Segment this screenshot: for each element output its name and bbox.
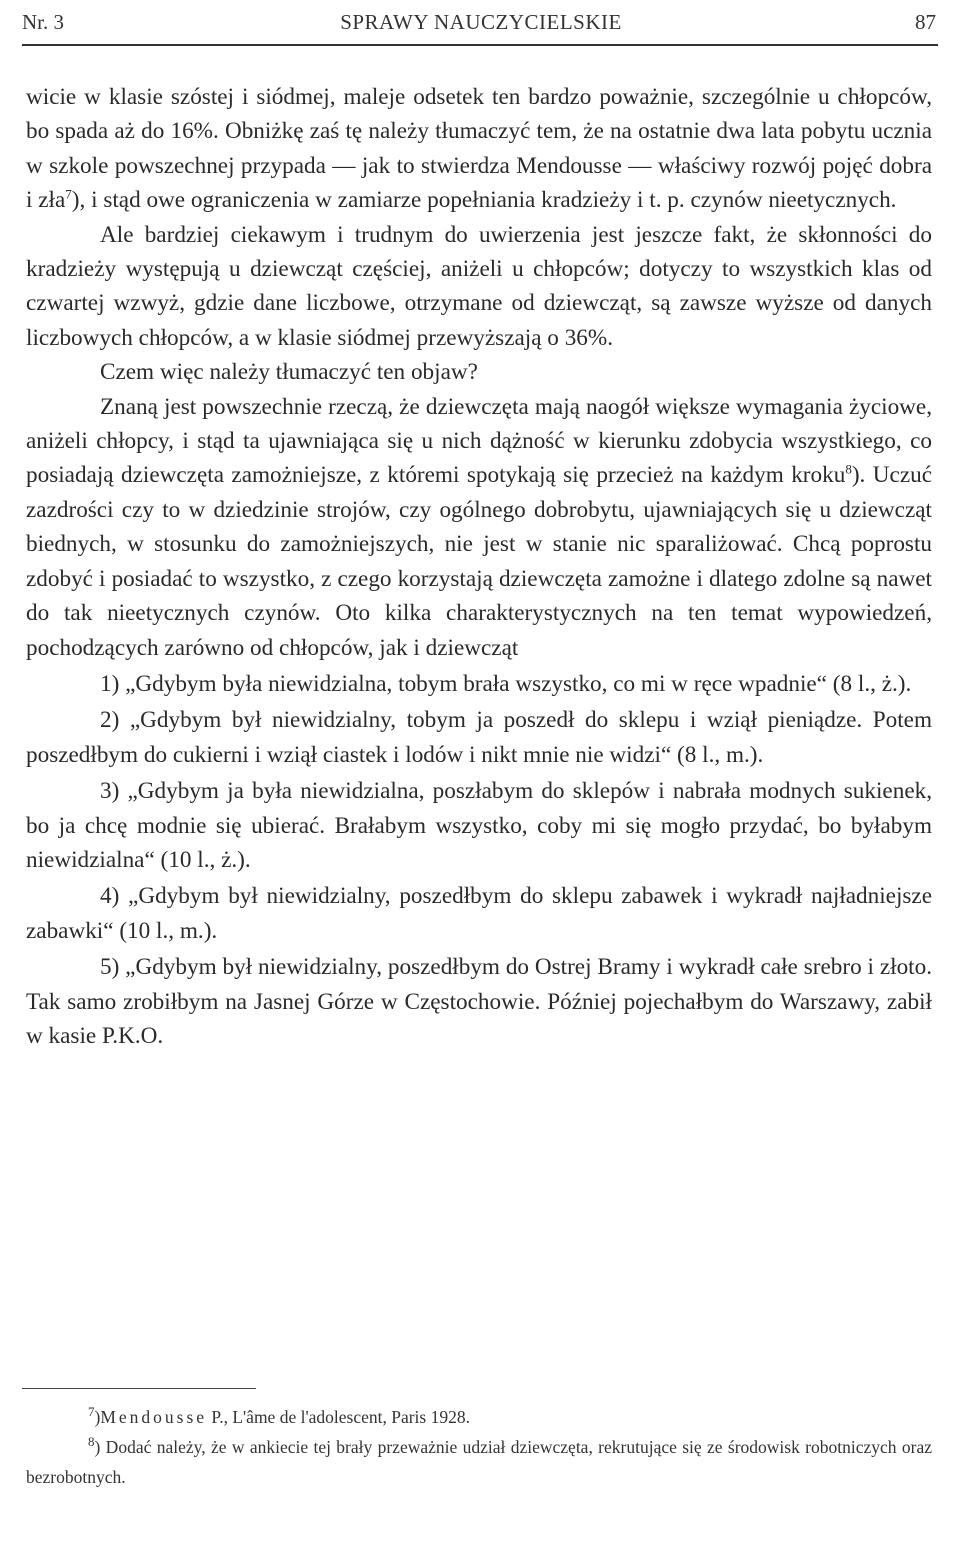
issue-number: Nr. 3 [22,10,64,34]
running-header [22,10,940,42]
footnote-ref-7: 7 [65,186,72,202]
quote-item: 3) „Gdybym ja była niewidzialna, poszłabym do sklepów i nabrała modnych sukienek, bo ja chcę modnie się ubierać. Brałabym wszystko, coby mi się mogło przydać, bo byłabym niewidzialna“ (10 l., ż.). [26,778,932,873]
footnote-author: Mendousse [100,1407,208,1427]
paragraph-text: wicie w klasie szóstej i siódmej, maleje odsetek ten bardzo poważnie, szczególnie u chłopców, bo spada aż do 16%. Obniżkę zaś tę należy tłumaczyć tem, że na ostatnie dwa lata pobytu ucznia w szkole powszechnej przypada — jak to stwierdza Mendousse — właściwy rozwój pojęć dobra i zła [26,84,932,214]
quote-item: 2) „Gdybym był niewidzialny, tobym ja poszedł do sklepu i wziął pieniądze. Potem poszedłbym do cukierni i wziął ciastek i lodów i nikt mnie nie widzi“ (8 l., m.). [26,707,932,768]
quote-item: 4) „Gdybym był niewidzialny, poszedłbym do sklepu zabawek i wykradł najładniejsze zabawki“ (10 l., m.). [26,883,932,944]
footnote-text: P., L'âme de l'adolescent, Paris 1928. [207,1407,470,1427]
footnote-text: Dodać należy, że w ankiecie tej brały przeważnie udział dziewczęta, rekrutujące się ze środowisk robotniczych oraz bezrobotnych. [26,1437,932,1487]
footnote-7: $^7$)Mendousse P., L'âme de l'adolescent, Paris 1928. [88,1404,470,1427]
paragraph-text: Znaną jest powszechnie rzeczą, że dziewczęta mają naogół większe wymagania życiowe, aniżeli chłopcy, i stąd ta ujawniająca się u nich dążność w kierunku zdobycia wszystkiego, co posiadają dziewczęta zamożniejsze, z któremi spotykają się przecież na każdym kroku [26,393,932,489]
paragraph-text: ). Uczuć zazdrości czy to w dziedzinie strojów, czy ogólnego dobrobytu, ujawniających się u dziewcząt biednych, w stosunku do zamożniejszych, nie jest w stanie nic sparaliżować. Chcą poprostu zdobyć i posiadać to wszystko, z czego korzystają dziewczęta zamożne i dlatego zdolne są nawet do tak nieetycznych czynów. Oto kilka charakterystycznych na ten temat wypowiedzeń, pochodzących zarówno od chłopców, jak i dziewcząt [26,462,933,661]
footnote-mark: 7 [88,1404,95,1420]
article-body [26,80,932,1053]
paragraph [26,390,932,665]
footnotes [26,1402,932,1492]
footnote-8: $^8$) Dodać należy, że w ankiecie tej brały przeważnie udział dziewczęta, rekrutujące się ze środowisk robotniczych oraz bezrobotnych. [26,1434,932,1487]
header-rule [22,44,938,46]
quote-item: 1) „Gdybym była niewidzialna, tobym brała wszystko, co mi w ręce wpadnie“ (8 l., ż.). [100,670,912,697]
paragraph-text: ), i stąd owe ograniczenia w zamiarze popełniania kradzieży i t. p. czynów nieetycznych. [71,187,897,214]
page-number: 87 [915,10,936,34]
footnote-mark: 8 [88,1434,95,1450]
paragraph: Ale bardziej ciekawym i trudnym do uwierzenia jest jeszcze fakt, że skłonności do kradzieży występują u dziewcząt częściej, aniżeli u chłopców; dotyczy to wszystkich klas od czwartej wzwyż, gdzie dane liczbowe, otrzymane od dziewcząt, są zawsze wyższe od danych liczbowych chłopców, a w klasie siódmej przewyższają o 36%. [26,221,932,351]
paragraph-continued [26,80,932,218]
footnote-ref-8: 8 [845,461,852,477]
footnote-rule [22,1388,256,1389]
paragraph-question: Czem więc należy tłumaczyć ten objaw? [100,359,478,386]
journal-title: SPRAWY NAUCZYCIELSKIE [340,10,622,34]
quote-item: 5) „Gdybym był niewidzialny, poszedłbym do Ostrej Bramy i wykradł całe srebro i złoto. Tak samo zrobiłbym na Jasnej Górze w Częstochowie. Później pojechałbym do Warszawy, zabił w kasie P.K.O. [26,954,932,1049]
